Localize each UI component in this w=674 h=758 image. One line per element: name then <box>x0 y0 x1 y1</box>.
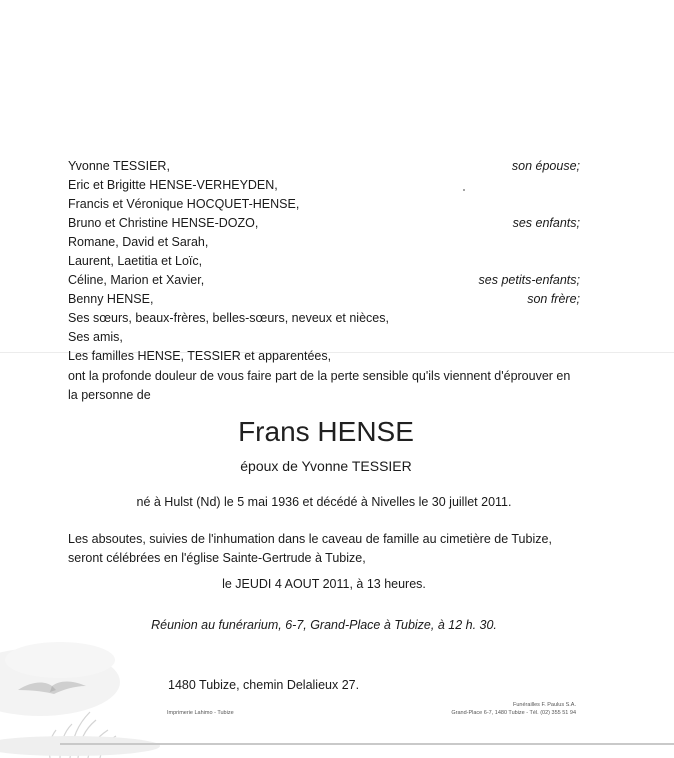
bird-reeds-watermark <box>0 620 200 758</box>
family-relation: son frère; <box>527 292 580 306</box>
family-row <box>68 271 580 290</box>
deceased-name: Frans HENSE <box>238 416 414 447</box>
family-member-name: Laurent, Laetitia et Loïc, <box>68 254 203 268</box>
family-row <box>68 290 580 309</box>
family-row <box>68 233 580 252</box>
family-row <box>68 214 580 233</box>
family-list <box>68 157 580 366</box>
family-row <box>68 309 580 328</box>
ceremony-date: le JEUDI 4 AOUT 2011, à 13 heures. <box>222 577 426 591</box>
family-row <box>68 328 580 347</box>
printer-credit: Imprimerie Lahimo - Tubize <box>167 710 234 716</box>
family-member-name: Benny HENSE, <box>68 292 154 306</box>
family-relation: ses petits-enfants; <box>478 273 580 287</box>
ceremony-text: Les absoutes, suivies de l'inhumation dans le caveau de famille au cimetière de Tubize, seront célébrées en l'église Sainte-Gertrude à Tubize, <box>68 532 552 565</box>
family-row <box>68 157 580 176</box>
family-member-name: Les familles HENSE, TESSIER et apparentées, <box>68 349 332 363</box>
spouse-line: époux de Yvonne TESSIER <box>240 458 412 474</box>
family-member-name: Romane, David et Sarah, <box>68 235 209 249</box>
family-member-name: Ses sœurs, beaux-frères, belles-sœurs, neveux et nièces, <box>68 311 389 325</box>
family-member-name: Francis et Véronique HOCQUET-HENSE, <box>68 197 300 211</box>
paper-speck <box>463 189 465 191</box>
funeral-home-name: Funérailles F. Paulus S.A. <box>513 702 576 708</box>
family-row <box>68 176 580 195</box>
family-relation: ses enfants; <box>512 216 580 230</box>
family-row <box>68 252 580 271</box>
family-row <box>68 347 580 366</box>
family-member-name: Ses amis, <box>68 330 123 344</box>
home-address: 1480 Tubize, chemin Delalieux 27. <box>168 678 360 692</box>
family-member-name: Céline, Marion et Xavier, <box>68 273 205 287</box>
family-relation: son épouse; <box>511 159 580 173</box>
family-row <box>68 195 580 214</box>
funeral-home-credit <box>451 701 576 717</box>
funeral-home-address: Grand-Place 6-7, 1480 Tubize - Tél. (02) 355 51 94 <box>451 710 576 716</box>
intro-text: ont la profonde douleur de vous faire part de la perte sensible qu'ils viennent d'éprouver en la personne de <box>68 369 571 402</box>
family-member-name: Eric et Brigitte HENSE-VERHEYDEN, <box>68 178 278 192</box>
reunion-line: Réunion au funérarium, 6-7, Grand-Place à Tubize, à 12 h. 30. <box>151 618 497 632</box>
birth-death-line: né à Hulst (Nd) le 5 mai 1936 et décédé à Nivelles le 30 juillet 2011. <box>136 495 512 509</box>
family-member-name: Bruno et Christine HENSE-DOZO, <box>68 216 259 230</box>
card-bottom-edge <box>60 743 674 745</box>
family-member-name: Yvonne TESSIER, <box>68 159 170 173</box>
